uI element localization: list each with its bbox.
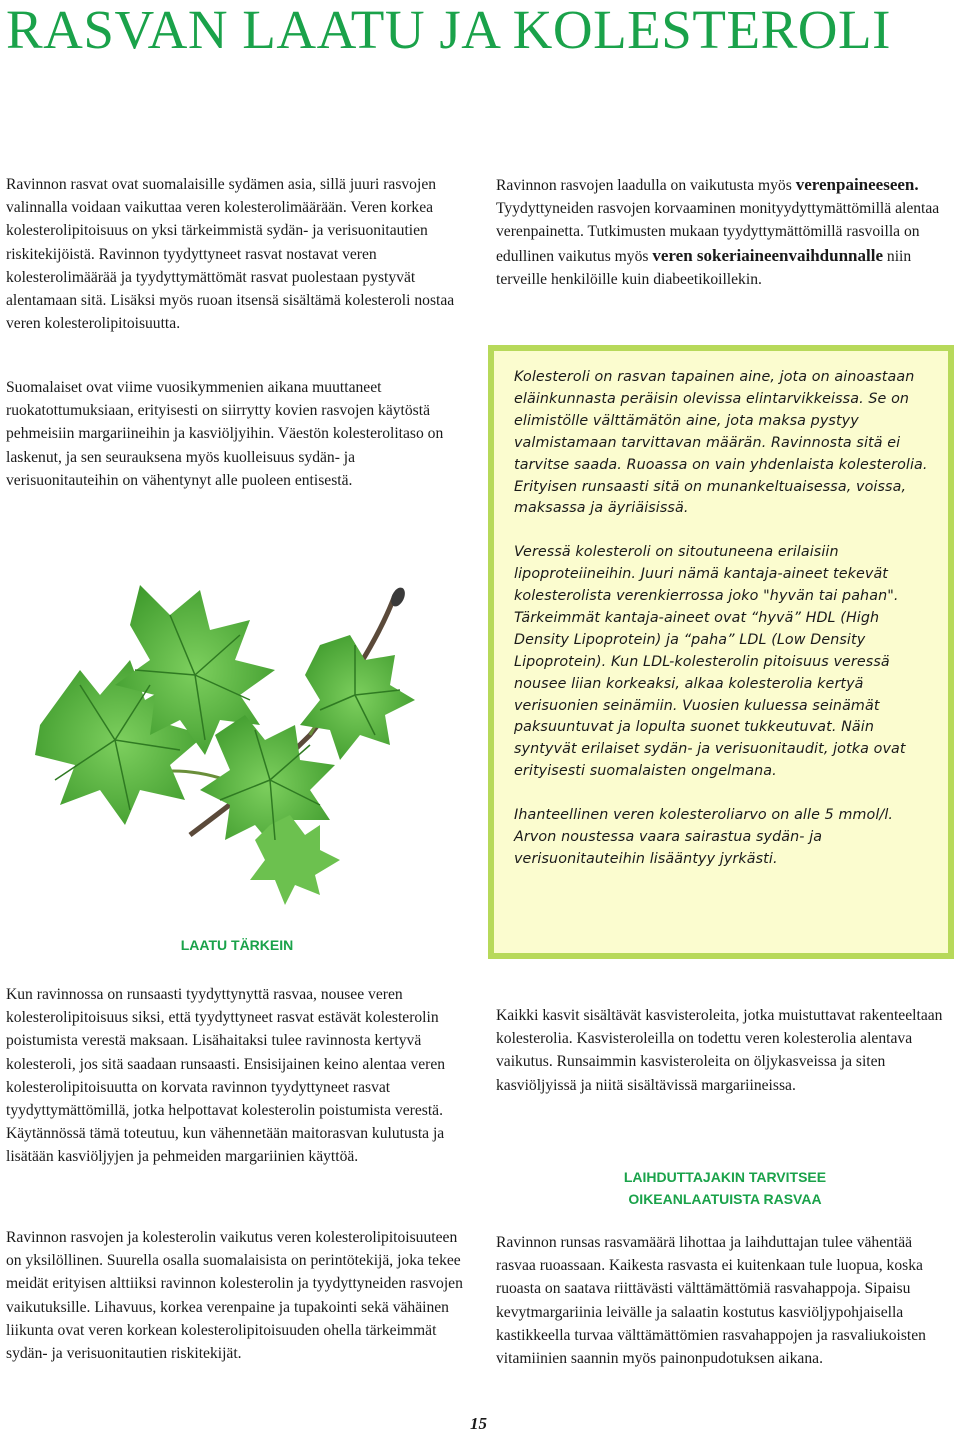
page-title: RASVAN LAATU JA KOLESTEROLI (6, 0, 891, 60)
info-box-paragraph-2: Veressä kolesteroli on sitoutuneena erilaisiin lipoproteiineihin. Juuri nämä kantaja-aineet tekevät kolesterolista verenkierrossa joko "hyvän tai pahan". Tärkeimmät kantaja-aineet ovat “hyvä” HDL (High Density Lipoprotein) ja “paha” LDL (Low Density Lipoprotein). Kun LDL-kolesterolin pitoisuus veressä nousee liian korkeaksi, alkaa kolesterolia kertyä verisuonien seinämiin. Vuosien kuluessa seinämät paksuuntuvat ja lopulta suonet tukkeutuvat. Näin syntyvät erilaiset sydän- ja verisuonitaudit, jotka ovat erityisesti suomalaisten ongelmana. (514, 544, 906, 780)
highlight-sokeriaineenvaihdunta: veren sokeriaineenvaihdunnalle (652, 245, 883, 265)
blood-pressure-paragraph: Ravinnon rasvojen laadulla on vaikutusta myös verenpaineeseen. Tyydyttyneiden rasvojen korvaaminen monityydyttymättömillä alentaa verenpainetta. Tutkimusten mukaan tyydyttymättömillä rasvoilla on edullinen vaikutus myös veren sokeriaineenvaihdunnalle niin terveille henkilöille kuin diabeetikoillekin. (496, 175, 940, 288)
plant-sterols-paragraph: Kaikki kasvit sisältävät kasvisteroleita, jotka muistuttavat rakenteeltaan kolesterolia. Kasvisteroleilla on todettu veren kolesterolia alentava vaikutus. Runsaimmin kasvisteroleita on öljykasveissa ja siten kasviöljyissä ja niitä sisältävissä margariineissa. (496, 1007, 943, 1094)
history-paragraph: Suomalaiset ovat viime vuosikymmenien aikana muuttaneet ruokatottumuksiaan, erityisesti on siirrytty kovien rasvojen käytöstä pehmeisiin margariineihin ja kasviöljyihin. Väestön kolesterolitaso on laskenut, ja sen seurauksena myös kuolleisuus sydän- ja verisuonitauteihin on vähentynyt alle puoleen entisestä. (6, 379, 444, 489)
highlight-verenpaine: verenpaineeseen. (795, 175, 919, 194)
intro-paragraph: Ravinnon rasvat ovat suomalaisille sydämen asia, sillä juuri rasvojen valinnalla voidaan vaikuttaa veren kolesterolimäärään. Veren korkea kolesterolipitoisuus on yksi tärkeimmistä sydän- ja verisuonitautien riskitekijöistä. Ravinnon tyydyttyneet rasvat nostavat veren kolesterolimäärää ja tyydyttymättömät rasvat puolestaan pystyvät alentamaan sitä. Lisäksi myös ruoan itsensä sisältämä kolesteroli nostaa veren kolesterolipitoisuutta. (6, 176, 455, 333)
individual-effect-paragraph: Ravinnon rasvojen ja kolesterolin vaikutus veren kolesterolipitoisuuteen on yksilöllinen. Suurella osalla suomalaisista on perintötekijä, joka tekee meidät erityisen alttiiksi ravinnon kolesterolin ja tyydyttyneiden rasvojen vaikutuksille. Lihavuus, korkea verenpaine ja tupakointi sekä vähäinen liikunta ovat veren korkean kolesterolipitoisuuden ohella tärkeimmät sydän- ja verisuonitautien riskitekijät. (6, 1229, 463, 1363)
info-box-paragraph-1: Kolesteroli on rasvan tapainen aine, jota on ainoastaan eläinkunnasta peräisin olevissa elintarvikkeissa. Se on elimistölle välttämätön aine, jota maksa pystyy valmistamaan tarvittavan määrän. Ravinnosta sitä ei tarvitse saada. Ruoassa on vain yhdenlaista kolesterolia. Erityisen runsaasti sitä on munankeltuaisessa, voissa, maksassa ja äyriäisissä. (514, 369, 928, 517)
cholesterol-info-box (488, 345, 954, 959)
dieting-paragraph: Ravinnon runsas rasvamäärä lihottaa ja laihduttajan tulee vähentää rasvaa ruoassaan. Kaikesta rasvasta ei kuitenkaan tule luopua, koska ruoasta on saatava riittävästi välttämättömiä rasvahappoja. Sipaisu kevytmargariinia leivälle ja salaatin kostutus kasviöljypohjaisella kastikkeella turvaa välttämättömien rasvahappojen ja rasvaliukoisten vitamiinien saannin myös painonpudotuksen aikana. (496, 1234, 926, 1368)
info-box-paragraph-3: Ihanteellinen veren kolesteroliarvo on alle 5 mmol/l. Arvon noustessa vaara sairastua sydän- ja verisuonitauteihin lisääntyy jyrkästi. (514, 807, 894, 867)
section-heading-laatu: LAATU TÄRKEIN (180, 937, 294, 953)
quality-paragraph: Kun ravinnossa on runsaasti tyydyttynyttä rasvaa, nousee veren kolesterolipitoisuus siksi, että tyydyttyneet rasvat estävät kolesterolin poistumista verestä maksaan. Lisähaitaksi tulee ravinnosta kertyvä kolesteroli, jos sitä saadaan runsaasti. Ensisijainen keino alentaa veren kolesterolipitoisuutta on korvata ravinnon tyydyttyneet rasvat tyydyttymättömillä, jotka helpottavat kolesterolin poistumista verestä. Käytännössä tämä toteutuu, kun vähennetään maitorasvan kulutusta ja lisätään kasviöljyjen ja pehmeiden margariinien käyttöä. (6, 986, 446, 1166)
page-number: 15 (470, 1414, 487, 1433)
section-heading-laihduttaja: LAIHDUTTAJAKIN TARVITSEE OIKEANLAATUISTA RASVAA (623, 1169, 827, 1207)
currant-plant-image (20, 575, 440, 920)
